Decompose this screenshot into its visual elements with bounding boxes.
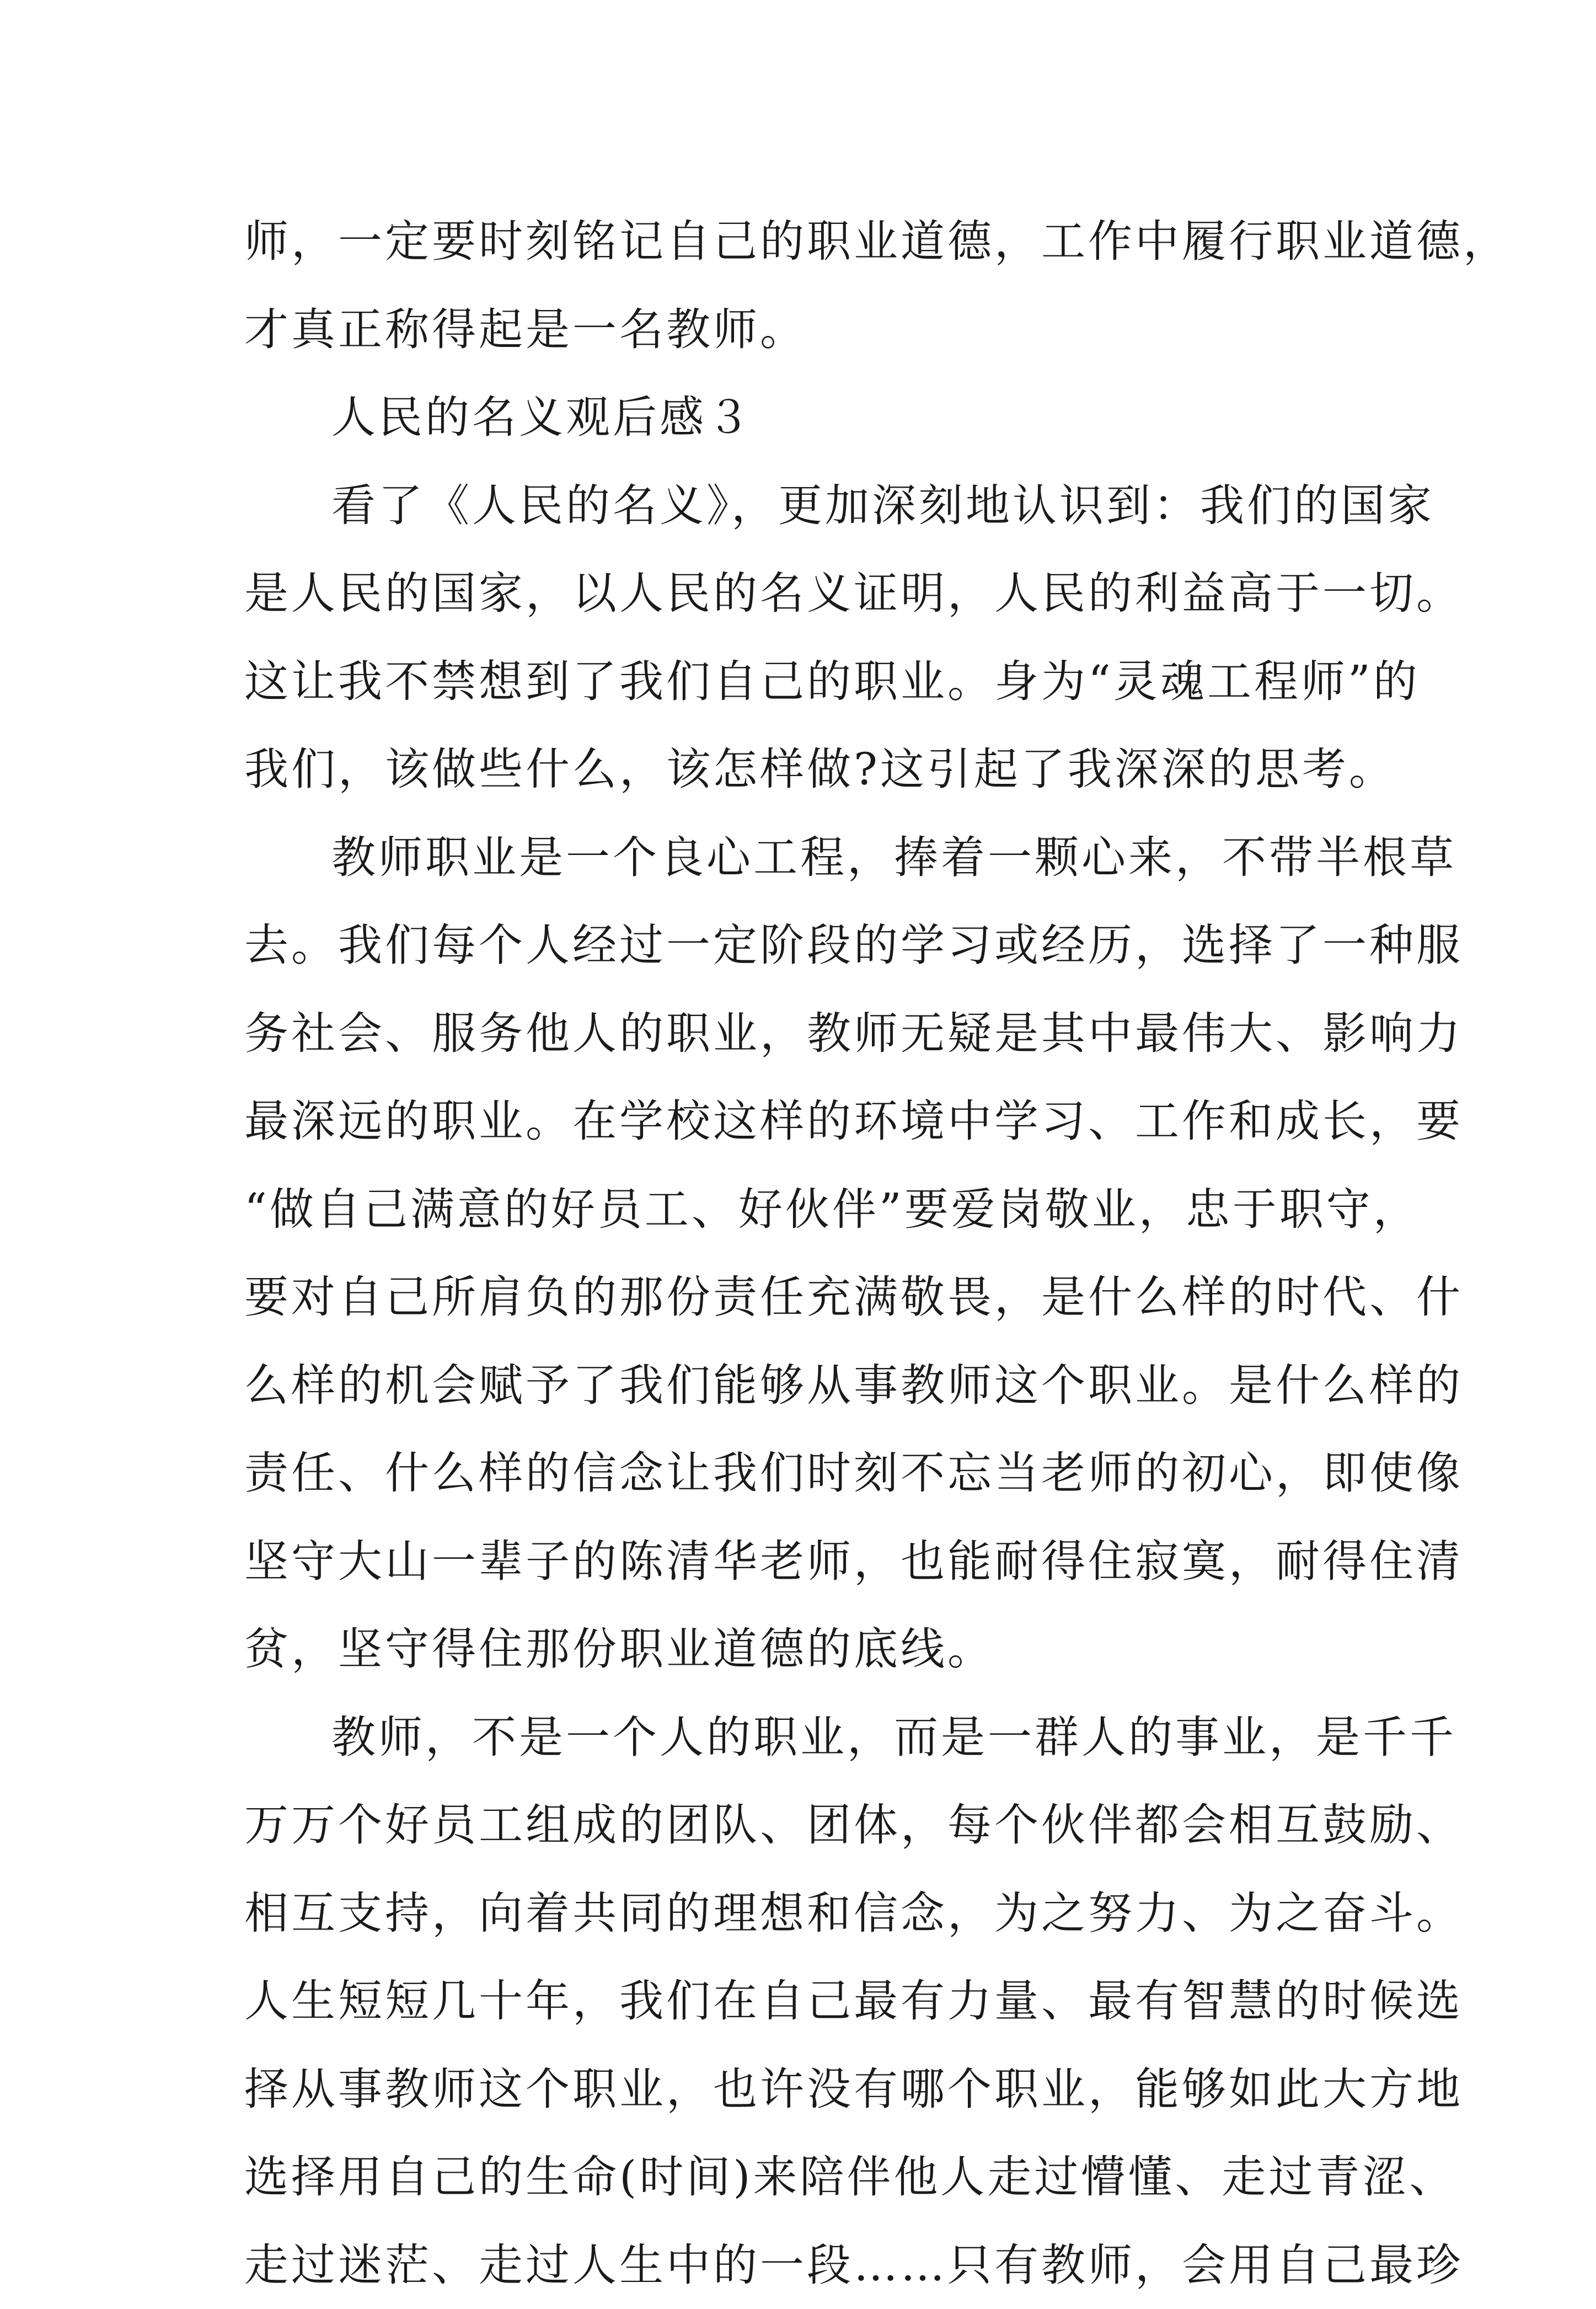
text-line: “做自己满意的好员工、好伙伴”要爱岗敬业，忠于职守， xyxy=(244,1166,1358,1254)
text-line: 要对自己所肩负的那份责任充满敬畏，是什么样的时代、什 xyxy=(244,1253,1358,1341)
paragraph-first-line: 教师职业是一个良心工程，捧着一颗心来，不带半根草 xyxy=(244,814,1358,902)
paragraph-first-line: 教师，不是一个人的职业，而是一群人的事业，是千千 xyxy=(244,1693,1358,1782)
text-line: 师，一定要时刻铭记自己的职业道德，工作中履行职业道德， xyxy=(244,197,1358,286)
text-line: 走过迷茫、走过人生中的一段……只有教师，会用自己最珍 xyxy=(244,2221,1358,2309)
text-line: 么样的机会赋予了我们能够从事教师这个职业。是什么样的 xyxy=(244,1341,1358,1430)
text-line: 相互支持，向着共同的理想和信念，为之努力、为之奋斗。 xyxy=(244,1869,1358,1958)
text-line: 坚守大山一辈子的陈清华老师，也能耐得住寂寞，耐得住清 xyxy=(244,1517,1358,1606)
text-line: 是人民的国家，以人民的名义证明，人民的利益高于一切。 xyxy=(244,549,1358,638)
text-line: 务社会、服务他人的职业，教师无疑是其中最伟大、影响力 xyxy=(244,990,1358,1078)
text-line: 人生短短几十年，我们在自己最有力量、最有智慧的时候选 xyxy=(244,1957,1358,2045)
paragraph-first-line: 人民的名义观后感３ xyxy=(244,373,1358,462)
text-line: 选择用自己的生命(时间)来陪伴他人走过懵懂、走过青涩、 xyxy=(244,2133,1358,2221)
text-line: 责任、什么样的信念让我们时刻不忘当老师的初心，即使像 xyxy=(244,1429,1358,1517)
text-line: 这让我不禁想到了我们自己的职业。身为“灵魂工程师”的 xyxy=(244,638,1358,726)
text-line: 才真正称得起是一名教师。 xyxy=(244,286,1358,374)
text-line: 万万个好员工组成的团队、团体，每个伙伴都会相互鼓励、 xyxy=(244,1781,1358,1869)
text-line: 去。我们每个人经过一定阶段的学习或经历，选择了一种服 xyxy=(244,901,1358,990)
text-line: 最深远的职业。在学校这样的环境中学习、工作和成长，要 xyxy=(244,1077,1358,1166)
paragraph-first-line: 看了《人民的名义》，更加深刻地认识到：我们的国家 xyxy=(244,462,1358,550)
text-line: 择从事教师这个职业，也许没有哪个职业，能够如此大方地 xyxy=(244,2045,1358,2134)
text-line: 贫，坚守得住那份职业道德的底线。 xyxy=(244,1605,1358,1693)
document-body xyxy=(244,197,1358,2309)
text-line: 我们，该做些什么，该怎样做?这引起了我深深的思考。 xyxy=(244,725,1358,814)
